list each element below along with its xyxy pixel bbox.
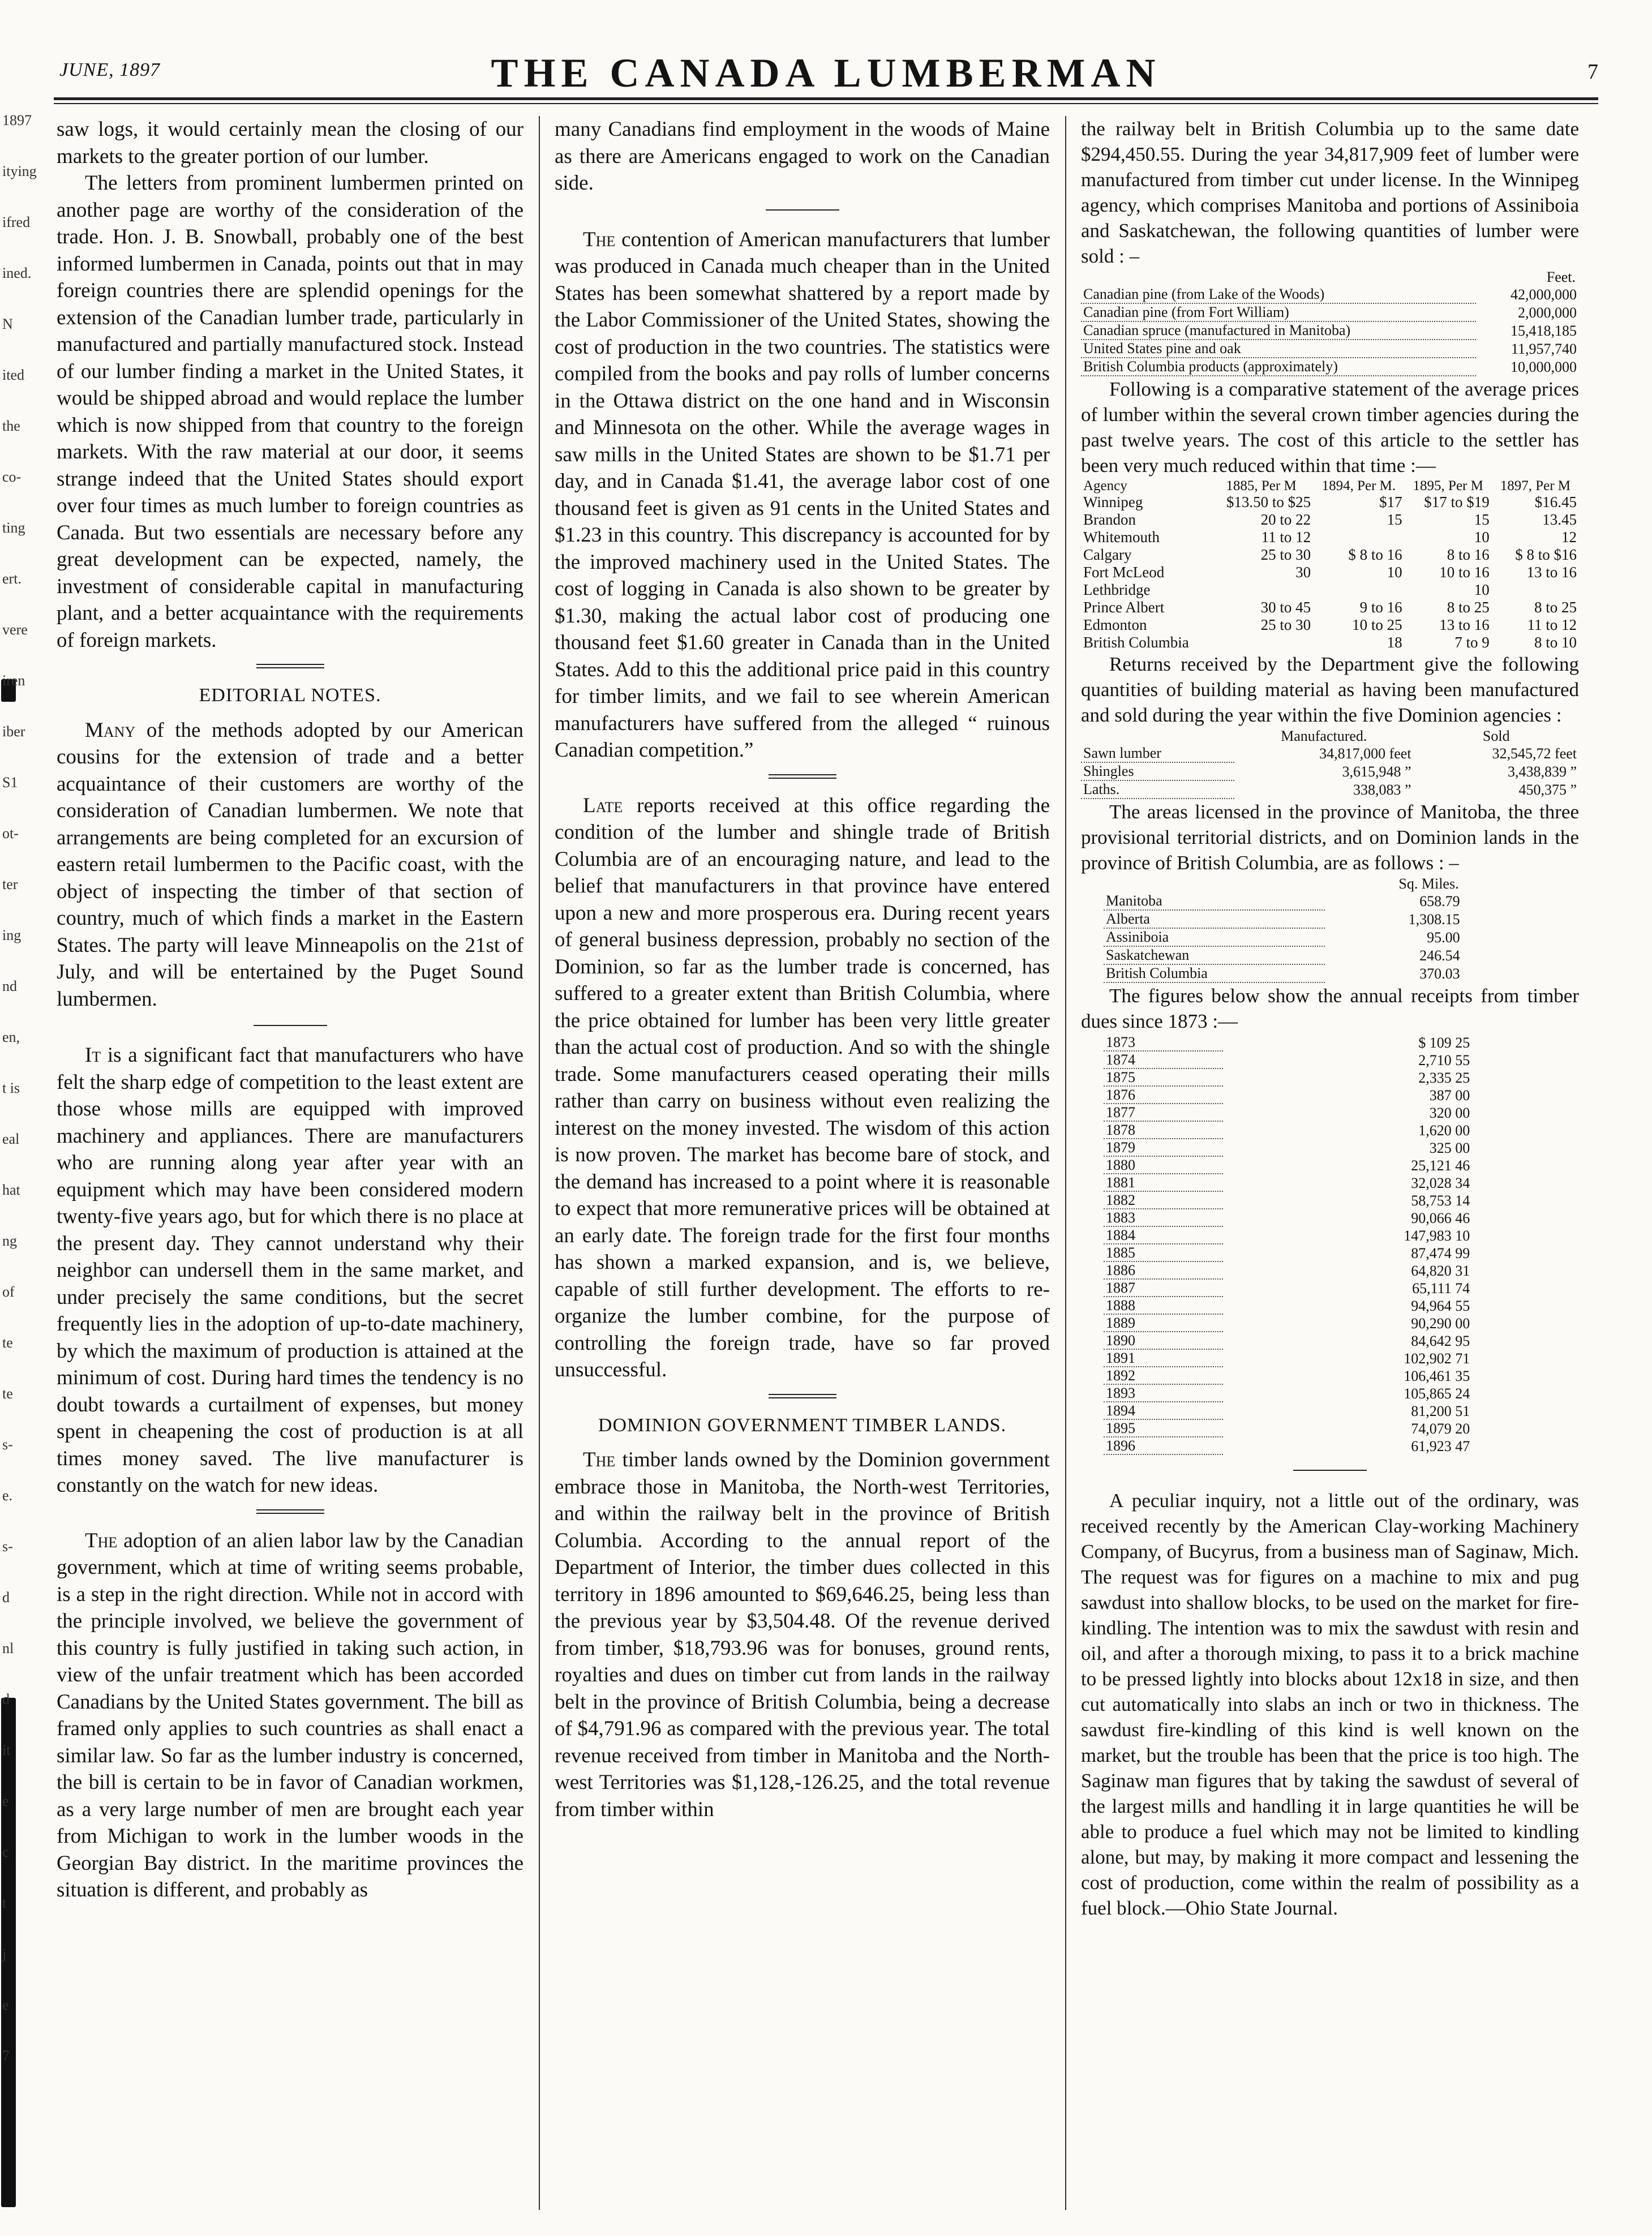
sold-cell: 3,438,839 ” — [1507, 763, 1577, 780]
price-cell: 15 — [1387, 511, 1402, 528]
area-cell: 1,308.15 — [1408, 911, 1460, 928]
year-cell: 1886 — [1104, 1261, 1223, 1279]
table-row — [1104, 1209, 1472, 1226]
section-heading: DOMINION GOVERNMENT TIMBER LANDS. — [598, 1414, 1007, 1436]
price-cell: $17 to $19 — [1424, 493, 1490, 510]
quantity-cell: 42,000,000 — [1511, 286, 1577, 303]
table-row — [1104, 1437, 1472, 1454]
amount-cell: 74,079 20 — [1411, 1420, 1470, 1437]
year-cell: 1888 — [1104, 1297, 1223, 1314]
price-cell — [1209, 634, 1313, 651]
note-text: adoption of an alien labor law by the Canadian government, which at time of writing seems probable, is a step in the right direction. While not in accord with the principle involved, we believe the government of this country is fully justified in taking such action, in view of the unfair treatment which has been accorded Canadians by the United States government. The bill as framed only applies to such countries as shall enact a similar law. So far as the lumber industry is concerned, the bill is certain to be in favor of Canadian workmen, as a very large number of men are brought each year from Michigan to work in the lumber woods in the Georgian Bay district. In the maritime provinces the situation is different, and probably as — [57, 1529, 524, 1902]
margin-fragment: te — [2, 1385, 13, 1402]
table-row — [1104, 1104, 1472, 1121]
separator-rule — [769, 774, 836, 779]
separator-rule — [256, 1509, 324, 1514]
price-cell: 20 to 22 — [1260, 511, 1311, 528]
amount-cell: 58,753 14 — [1411, 1192, 1470, 1209]
amount-cell: 147,983 10 — [1404, 1228, 1470, 1244]
price-cell: 15 — [1474, 511, 1490, 528]
column-3 — [1081, 116, 1579, 1921]
article-text: many Canadians find employment in the woods of Maine as there are Americans engaged to work on the Canadian side. — [555, 118, 1050, 195]
price-cell — [1313, 529, 1404, 546]
price-cell: 9 to 16 — [1359, 599, 1402, 616]
price-cell: 11 to 12 — [1527, 616, 1577, 633]
price-cell: 30 — [1295, 564, 1311, 581]
table-row — [1081, 303, 1579, 321]
year-cell: 1896 — [1104, 1437, 1223, 1454]
column-header: 1897, Per M — [1500, 478, 1571, 493]
year-cell: 1874 — [1104, 1051, 1223, 1068]
area-cell: 246.54 — [1419, 947, 1460, 964]
margin-fragment: en, — [2, 1029, 20, 1045]
amount-cell: 61,923 47 — [1411, 1438, 1470, 1454]
price-cell: $13.50 to $25 — [1226, 493, 1311, 510]
margin-fragment: s- — [2, 1538, 13, 1555]
unit-label: Sq. Miles. — [1398, 875, 1459, 892]
amount-cell: 32,028 34 — [1411, 1175, 1470, 1191]
item-cell: Canadian spruce (manufactured in Manitoba) — [1081, 321, 1476, 340]
table-row — [1104, 1367, 1472, 1384]
column-divider — [539, 116, 540, 2210]
margin-fragment: e — [2, 1793, 9, 1809]
separator-rule — [769, 1394, 836, 1398]
table-row — [1104, 892, 1462, 910]
price-cell: 30 to 45 — [1260, 599, 1311, 616]
year-cell: 1894 — [1104, 1402, 1223, 1419]
margin-fragment: eal — [2, 1131, 20, 1147]
editorial-note — [57, 717, 524, 1013]
item-cell: Sawn lumber — [1081, 745, 1234, 762]
binding-margin — [0, 0, 37, 2236]
amount-cell: 87,474 99 — [1411, 1245, 1470, 1261]
quantity-cell: 15,418,185 — [1511, 323, 1577, 339]
table-row — [1104, 1384, 1472, 1402]
sold-cell: 32,545,72 feet — [1492, 745, 1577, 762]
margin-fragment: t is — [2, 1080, 20, 1096]
margin-fragment: ined. — [2, 265, 32, 281]
quantity-cell: 2,000,000 — [1518, 304, 1577, 321]
manufactured-cell: 338,083 ” — [1353, 782, 1411, 798]
area-cell: 658.79 — [1419, 893, 1460, 909]
table-row — [1104, 1332, 1472, 1349]
article-text: The figures below show the annual receipts from timber dues since 1873 :— — [1081, 985, 1579, 1032]
table-row — [1104, 1402, 1472, 1419]
table-row — [1081, 546, 1579, 564]
column-header: 1895, Per M — [1413, 478, 1483, 493]
table-row — [1104, 964, 1462, 982]
price-cell: 11 to 12 — [1261, 529, 1311, 546]
margin-fragment: ot- — [2, 825, 19, 842]
margin-fragment: e — [2, 1997, 9, 2013]
margin-fragment: hat — [2, 1182, 20, 1198]
margin-fragment: S1 — [2, 774, 18, 791]
margin-fragment: 1897 — [2, 112, 32, 128]
area-cell: 95.00 — [1427, 929, 1460, 946]
amount-cell: 2,710 55 — [1418, 1052, 1470, 1068]
amount-cell: 106,461 35 — [1404, 1368, 1470, 1384]
margin-fragment: ter — [2, 876, 18, 892]
year-cell: 1880 — [1104, 1156, 1223, 1174]
masthead-rule — [54, 103, 1598, 104]
table-row — [1104, 910, 1462, 928]
amount-cell: 94,964 55 — [1411, 1298, 1470, 1314]
quantity-cell: 10,000,000 — [1511, 359, 1577, 375]
table-row — [1104, 1086, 1472, 1104]
amount-cell: 102,902 71 — [1404, 1350, 1470, 1367]
column-header: Sold — [1482, 728, 1510, 744]
price-cell: 8 to 10 — [1534, 634, 1577, 651]
table-row — [1104, 1051, 1472, 1068]
lumber-prices-table — [1081, 478, 1579, 651]
year-cell: 1892 — [1104, 1367, 1223, 1384]
article-text: The areas licensed in the province of Manitoba, the three provisional territorial districts, and on Dominion lands in the province of British Columbia, are as follows : – — [1081, 801, 1579, 874]
table-row — [1104, 1226, 1472, 1244]
agency-cell: Fort McLeod — [1083, 564, 1165, 581]
year-cell: 1875 — [1104, 1068, 1223, 1086]
amount-cell: 25,121 46 — [1411, 1157, 1470, 1174]
amount-cell: 320 00 — [1429, 1105, 1470, 1121]
price-cell: 10 to 16 — [1439, 564, 1490, 581]
table-row — [1104, 1121, 1472, 1139]
table-row — [1081, 358, 1579, 376]
year-cell: 1885 — [1104, 1244, 1223, 1261]
article-text: the railway belt in British Columbia up to the same date $294,450.55. During the year 34,817,909 feet of lumber were manufactured from timber cut under license. In the Winnipeg agency, which comprises Manitoba and portions of Assiniboia and Saskatchewan, the following quantities of lumber were sold : – — [1081, 118, 1579, 267]
lead-word: It — [85, 1044, 101, 1067]
lumber-sold-table — [1081, 269, 1579, 376]
table-row — [1081, 745, 1579, 762]
margin-fragment: iber — [2, 723, 25, 740]
note-text: contention of American manufacturers that lumber was produced in Canada much cheaper than in the United States has been somewhat shattered by a report made by the Labor Commissioner of the United States, showing the cost of production in the two countries. The statistics were compiled from the books and pay rolls of lumber concerns in the Ottawa district on the one hand and in Wisconsin and Minnesota on the other. While the average wages in saw mills in the United States are shown to be $1.71 per day, and in Canada $1.41, the average labor cost of one thousand feet is given as 91 cents in the United States and $1.23 in this country. This discrepancy is accounted for by the improved machinery used in the United States. The cost of logging in Canada is also shown to be greater by $1.30, making the actual labor cost of producing one thousand feet $1.60 greater in Canada than in the United States. Add to this the additional price paid in this country for timber limits, and we fail to see wherein American manufacturers have suffered from the alleged “ ruinous Canadian competition.” — [555, 228, 1050, 762]
margin-fragment: 7 — [2, 2048, 10, 2064]
region-cell: Saskatchewan — [1104, 946, 1325, 964]
amount-cell: 90,066 46 — [1411, 1210, 1470, 1226]
article-text: saw logs, it would certainly mean the closing of our markets to the greater portion of our lumber. — [57, 118, 524, 168]
agency-cell: Edmonton — [1083, 616, 1147, 633]
year-cell: 1884 — [1104, 1226, 1223, 1244]
year-cell: 1883 — [1104, 1209, 1223, 1226]
table-row — [1104, 1419, 1472, 1437]
article-text: The letters from prominent lumbermen printed on another page are worthy of the consideration of the trade. Hon. J. B. Snowball, probably one of the best informed lumbermen in Canada, points out that in may foreign countries there are splendid openings for the extension of the Canadian lumber trade, particularly in manufactured and partially manufactured stock. Instead of our lumber finding a market in the United States, it would be shipped abroad and would replace the lumber which is now shipped from that country to the foreign markets. With the raw material at our door, it seems strange indeed that the United States should export over four times as much lumber to foreign countries as Canada. But two essentials are necessary before any great development can be expected, namely, the investment of considerable capital in manufacturing plant, and a better acquaintance with the requirements of foreign markets. — [57, 171, 524, 652]
amount-cell: 387 00 — [1429, 1087, 1470, 1104]
price-cell: $16.45 — [1534, 493, 1577, 510]
year-cell: 1876 — [1104, 1086, 1223, 1104]
region-cell: Manitoba — [1104, 892, 1325, 910]
margin-fragment: ited — [2, 367, 24, 383]
margin-fragment: e. — [2, 1487, 13, 1504]
editorial-note — [555, 226, 1050, 764]
note-text: of the methods adopted by our American cousins for the extension of trade and a better acquaintance of their customers are worthy of the consideration of Canadian lumbermen. We note that arrangements are being completed for an excursion of eastern retail lumbermen to the Pacific coast, with the object of inspecting the timber of that section of country, much of which finds a market in the Eastern States. The party will leave Minneapolis on the 21st of July, and will be entertained by the Puget Sound lumbermen. — [57, 718, 524, 1011]
year-cell: 1879 — [1104, 1139, 1223, 1156]
margin-fragment: iren — [2, 672, 25, 689]
price-cell — [1313, 581, 1404, 599]
editorial-note — [57, 1527, 524, 1904]
quantity-cell: 11,957,740 — [1511, 341, 1577, 357]
table-row — [1104, 1349, 1472, 1367]
table-row — [1081, 634, 1579, 651]
amount-cell: 64,820 31 — [1411, 1263, 1470, 1279]
section-heading: EDITORIAL NOTES. — [199, 685, 381, 706]
price-cell: 13 to 16 — [1439, 616, 1490, 633]
agency-cell: Calgary — [1083, 546, 1132, 563]
margin-fragment: ert. — [2, 570, 22, 587]
column-header: 1894, Per M. — [1321, 478, 1396, 493]
price-cell: 7 to 9 — [1454, 634, 1490, 651]
separator-rule — [256, 664, 324, 668]
year-cell: 1889 — [1104, 1314, 1223, 1332]
table-row — [1104, 928, 1462, 946]
year-cell: 1882 — [1104, 1191, 1223, 1209]
item-cell: Laths. — [1081, 780, 1234, 799]
table-row — [1081, 529, 1579, 546]
margin-fragment: ing — [2, 927, 22, 943]
year-cell: 1881 — [1104, 1174, 1223, 1191]
region-cell: Assiniboia — [1104, 928, 1325, 946]
sold-cell: 450,375 ” — [1518, 782, 1577, 798]
note-text: timber lands owned by the Dominion government embrace those in Manitoba, the North-west Territories, and within the railway belt in the province of British Columbia. According to the annual report of the Department of Interior, the timber dues collected in this territory in 1896 amounted to $69,646.25, being less than the previous year by $3,504.48. Of the revenue derived from timber, $18,793.96 was for bonuses, ground rents, royalties and dues on timber cut from lands in the railway belt in the province of British Columbia, being a decrease of $4,791.96 as compared with the previous year. The total revenue received from timber in Manitoba and the North-west Territories was $1,128,-126.25, and the total revenue from timber within — [555, 1448, 1050, 1821]
amount-cell: $ 109 25 — [1418, 1035, 1470, 1051]
price-cell: 10 — [1474, 529, 1490, 546]
manufactured-cell: 3,615,948 ” — [1342, 763, 1411, 780]
year-cell: 1877 — [1104, 1104, 1223, 1121]
price-cell: 10 to 25 — [1352, 616, 1402, 633]
table-row — [1104, 1297, 1472, 1314]
table-row — [1081, 762, 1579, 780]
table-row — [1081, 616, 1579, 634]
item-cell: Canadian pine (from Fort William) — [1081, 303, 1476, 321]
masthead-title: THE CANADA LUMBERMAN — [491, 50, 1161, 96]
region-cell: British Columbia — [1104, 964, 1325, 982]
table-header-row — [1081, 728, 1579, 745]
region-cell: Alberta — [1104, 910, 1325, 928]
margin-fragment: d — [2, 1589, 10, 1606]
amount-cell: 90,290 00 — [1411, 1315, 1470, 1332]
agency-cell: British Columbia — [1083, 634, 1189, 651]
manufactured-cell: 34,817,000 feet — [1319, 745, 1411, 762]
price-cell — [1209, 581, 1313, 599]
year-cell: 1887 — [1104, 1279, 1223, 1297]
table-row — [1081, 321, 1579, 340]
table-row — [1081, 780, 1579, 799]
year-cell: 1890 — [1104, 1332, 1223, 1349]
lead-word: Late — [583, 793, 623, 817]
building-material-table — [1081, 728, 1579, 799]
margin-fragment: it — [2, 1742, 11, 1758]
note-text: is a significant fact that manufacturers who have felt the sharp edge of competition to the least extent are those whose mills are equipped with improved machinery and appliances. There are manufacturers who are running along year after year with an equipment which may have been considered modern twenty-five years ago, but for which there is no place at the present day. They cannot understand why their neighbor can undersell them in the same market, and under precisely the same conditions, but the secret frequently lies in the adoption of up-to-date machinery, by which the maximum of production is attained at the minimum of cost. During hard times the tendency is no doubt towards a curtailment of expenses, but money spent in cheapening the cost of production is at all times money saved. The live manufacturer is constantly on the watch for new ideas. — [57, 1044, 524, 1497]
table-row — [1081, 340, 1579, 358]
price-cell: 18 — [1387, 634, 1402, 651]
item-cell: Canadian pine (from Lake of the Woods) — [1081, 286, 1476, 303]
price-cell: 12 — [1561, 529, 1577, 546]
year-cell: 1873 — [1104, 1034, 1223, 1051]
table-row — [1081, 511, 1579, 529]
table-row — [1104, 1244, 1472, 1261]
agency-cell: Brandon — [1083, 511, 1136, 528]
margin-fragment: ifred — [2, 214, 31, 230]
year-cell: 1895 — [1104, 1419, 1223, 1437]
margin-fragment: j — [2, 1946, 7, 1962]
table-row — [1104, 1279, 1472, 1297]
table-row — [1104, 1191, 1472, 1209]
table-row — [1081, 599, 1579, 616]
unit-label: Feet. — [1546, 269, 1576, 285]
table-row — [1104, 1139, 1472, 1156]
table-row — [1104, 1034, 1472, 1051]
agency-cell: Winnipeg — [1083, 493, 1143, 510]
table-row — [1104, 1174, 1472, 1191]
table-row — [1104, 1156, 1472, 1174]
amount-cell: 325 00 — [1429, 1140, 1470, 1156]
margin-fragment: N — [2, 316, 13, 332]
margin-fragment: ng — [2, 1233, 17, 1249]
item-cell: United States pine and oak — [1081, 340, 1476, 358]
item-cell: Shingles — [1081, 762, 1234, 780]
separator-rule — [766, 209, 839, 211]
masthead-rule — [54, 97, 1598, 100]
margin-fragment: t — [2, 1895, 7, 1911]
margin-fragment: c — [2, 1844, 9, 1860]
table-row — [1081, 581, 1579, 599]
table-header-row — [1081, 478, 1579, 493]
table-row — [1104, 1068, 1472, 1086]
table-row — [1081, 493, 1579, 511]
column-header: Agency — [1083, 478, 1127, 493]
page-number: 7 — [1587, 60, 1598, 84]
margin-fragment: vere — [2, 621, 28, 638]
price-cell: 10 — [1474, 581, 1490, 598]
margin-fragment: ting — [2, 520, 25, 536]
margin-fragment: d — [2, 1691, 10, 1707]
note-text: reports received at this office regarding the condition of the lumber and shingle trade of British Columbia are of an encouraging nature, and lead to the belief that manufacturers in that province have entered upon a new and more prosperous era. During recent years of general business depression, probably no section of the Dominion, so far as the lumber trade is concerned, has suffered to a greater extent than British Columbia, where the price obtained for lumber has been very little greater than the actual cost of production. And so with the shingle trade. Some manufacturers ceased operating their mills rather than carry on business without even realizing the interest on the money invested. The wisdom of this action is now proven. The market has become bare of stock, and the demand has increased to a point where it is reasonable to expect that more remunerative prices will be obtained at an early date. The foreign trade for the first four months has shown a marked expansion, and is, we believe, capable of still further development. The efforts to re-organize the lumber combine, for the purpose of controlling the foreign trade, have so far proved unsuccessful. — [555, 793, 1050, 1381]
table-row — [1104, 1261, 1472, 1279]
editorial-note — [57, 1042, 524, 1499]
price-cell: 8 to 25 — [1447, 599, 1490, 616]
margin-fragment: co- — [2, 469, 22, 485]
price-cell: 8 to 16 — [1447, 546, 1490, 563]
amount-cell: 1,620 00 — [1418, 1122, 1470, 1139]
price-cell: 25 to 30 — [1260, 546, 1311, 563]
licensed-areas-table — [1104, 875, 1462, 983]
amount-cell: 84,642 95 — [1411, 1333, 1470, 1349]
agency-cell: Whitemouth — [1083, 529, 1160, 546]
article-text: A peculiar inquiry, not a little out of the ordinary, was received recently by the American Clay-working Machinery Company, of Bucyrus, from a business man of Saginaw, Mich. The request was for figures on a machine to mix and pug sawdust into shallow blocks, to be used on the market for fire-kindling. The intention was to mix the sawdust with resin and oil, and after a thorough mixing, to pass it to a brick machine to be pressed lightly into blocks about 12x18 in size, and then cut automatically into slabs an inch or two in thickness. The sawdust fire-kindling of this kind is well known on the market, but the trouble has been that the price is too high. The Saginaw man figures that by taking the sawdust of several of the largest mills and handling it in large quantities he will be able to produce a fuel which may not be limited to kindling alone, but may, by making it more compact and lessening the cost of production, come within the realm of possibility as a fuel block.—Ohio State Journal. — [1081, 1490, 1579, 1919]
price-cell: 10 — [1387, 564, 1402, 581]
margin-fragment: te — [2, 1334, 13, 1351]
separator-rule — [1293, 1470, 1367, 1471]
year-cell: 1893 — [1104, 1384, 1223, 1402]
amount-cell: 81,200 51 — [1411, 1403, 1470, 1419]
price-cell — [1492, 581, 1579, 599]
article-text — [555, 1447, 1050, 1823]
amount-cell: 2,335 25 — [1418, 1070, 1470, 1086]
lead-word: The — [85, 1529, 118, 1552]
separator-rule — [254, 1025, 327, 1026]
agency-cell: Lethbridge — [1083, 581, 1151, 598]
amount-cell: 65,111 74 — [1412, 1280, 1470, 1297]
issue-date: JUNE, 1897 — [59, 59, 161, 80]
column-header: 1885, Per M — [1226, 478, 1297, 493]
price-cell: $ 8 to 16 — [1348, 546, 1402, 563]
table-row — [1104, 1314, 1472, 1332]
price-cell: $ 8 to $16 — [1515, 546, 1577, 563]
column-1 — [57, 116, 524, 1904]
amount-cell: 105,865 24 — [1404, 1385, 1470, 1402]
agency-cell: Prince Albert — [1083, 599, 1165, 616]
lead-word: Many — [85, 718, 136, 742]
margin-fragment: of — [2, 1284, 15, 1300]
margin-fragment: the — [2, 418, 20, 434]
article-text: Following is a comparative statement of the average prices of lumber within the several crown timber agencies during the past twelve years. The cost of this article to the settler has been very much reduced within that time :— — [1081, 378, 1579, 477]
editorial-note — [555, 792, 1050, 1384]
price-cell: $17 — [1379, 493, 1402, 510]
price-cell: 8 to 25 — [1534, 599, 1577, 616]
timber-receipts-table — [1104, 1034, 1472, 1455]
table-row — [1104, 946, 1462, 964]
table-row — [1081, 564, 1579, 581]
area-cell: 370.03 — [1419, 965, 1460, 982]
item-cell: British Columbia products (approximately) — [1081, 358, 1476, 376]
price-cell: 25 to 30 — [1260, 616, 1311, 633]
margin-fragment: nl — [2, 1640, 14, 1656]
year-cell: 1878 — [1104, 1121, 1223, 1139]
price-cell: 13 to 16 — [1526, 564, 1577, 581]
price-cell: 13.45 — [1542, 511, 1577, 528]
column-header: Manufactured. — [1281, 728, 1367, 744]
table-row — [1081, 286, 1579, 303]
lead-word: The — [583, 228, 616, 251]
column-2 — [555, 116, 1050, 1823]
year-cell: 1891 — [1104, 1349, 1223, 1367]
column-divider — [1065, 116, 1066, 2210]
margin-fragment: s- — [2, 1436, 13, 1453]
margin-fragment: nd — [2, 978, 17, 994]
margin-fragment: itying — [2, 163, 37, 179]
article-text: Returns received by the Department give the following quantities of building material as having been manufactured and sold during the year within the five Dominion agencies : — [1081, 653, 1579, 726]
lead-word: The — [583, 1448, 616, 1471]
